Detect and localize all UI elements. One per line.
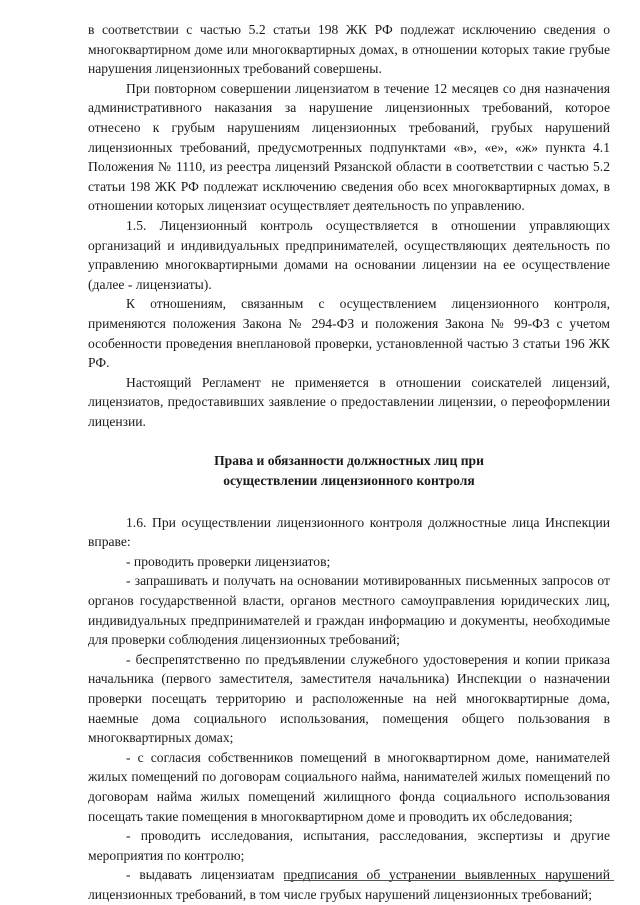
footer-divider-line: [284, 880, 614, 881]
section-heading: [88, 451, 610, 490]
paragraph-1-5: 1.5. Лицензионный контроль осуществляется в отношении управляющих организаций и индивидуальных предпринимателей, осуществляющих деятельность по управлению многоквартирными домами на основании лицензии на ее осуществление (далее - лицензиаты).: [88, 217, 610, 292]
list-item-request-information: - запрашивать и получать на основании мотивированных письменных запросов от органов государственной власти, органов местного самоуправления юридических лиц, индивидуальных предпринимателей и граждан информацию и документы, необходимые для проверки соблюдения лицензионных требований;: [88, 573, 610, 648]
list-item-issue-orders: - выдавать лицензиатам предписания об устранении выявленных нарушений лицензионных требований, в том числе грубых нарушений лицензионных требований;: [88, 867, 610, 902]
paragraph-1-6: 1.6. При осуществлении лицензионного контроля должностные лица Инспекции вправе:: [88, 514, 610, 550]
list-item-conduct-inspections: - проводить проверки лицензиатов;: [126, 553, 331, 569]
section-heading-line-2: осуществлении лицензионного контроля: [223, 473, 475, 489]
section-heading-line-1: Права и обязанности должностных лиц при: [214, 453, 484, 469]
paragraph-relations: К отношениям, связанным с осуществлением лицензионного контроля, применяются положения Закона № 294-ФЗ и положения Закона № 99-ФЗ с учетом особенности проведения внеплановой проверки, установленной частью 3 статьи 196 ЖК РФ.: [88, 296, 610, 371]
paragraph-repeat-violation: При повторном совершении лицензиатом в течение 12 месяцев со дня назначения административного наказания за нарушение лицензионных требований, которое отнесено к грубым нарушениям лицензионных требований, грубых нарушений лицензионных требований, предусмотренных подпунктами «в», «е», «ж» пункта 4.1 Положения № 1110, из реестра лицензий Рязанской области в соответствии с частью 5.2 статьи 198 ЖК РФ подлежат исключению сведения обо всех многоквартирных домах, в отношении которых лицензиат осуществляет деятельность по управлению.: [88, 80, 610, 214]
list-item-visit-premises: - с согласия собственников помещений в многоквартирном доме, нанимателей жилых помещений по договорам социального найма, нанимателей жилых помещений по договорам найма жилых помещений жилищного фонда социального использования посещать такие помещения в многоквартирном доме и проводить их обследования;: [88, 749, 610, 824]
document-page: [88, 20, 610, 905]
list-item-conduct-research: - проводить исследования, испытания, расследования, экспертизы и другие мероприятия по контролю;: [88, 828, 610, 863]
paragraph-not-applied: Настоящий Регламент не применяется в отношении соискателей лицензий, лицензиатов, предоставивших заявление о предоставлении лицензии, о переоформлении лицензии.: [88, 374, 610, 429]
list-item-visit-territory: - беспрепятственно по предъявлении служебного удостоверения и копии приказа начальника (первого заместителя, заместителя начальника) Инспекции о назначении проверки посещать территорию и расположенные на ней многоквартирные дома, наемные дома социального использования, помещения общего пользования в многоквартирных домах;: [88, 651, 610, 746]
paragraph-continuation: в соответствии с частью 5.2 статьи 198 ЖК РФ подлежат исключению сведения о многоквартирном доме или многоквартирных домах, в отношении которых такие грубые нарушения лицензионных требований совершены.: [88, 22, 610, 77]
